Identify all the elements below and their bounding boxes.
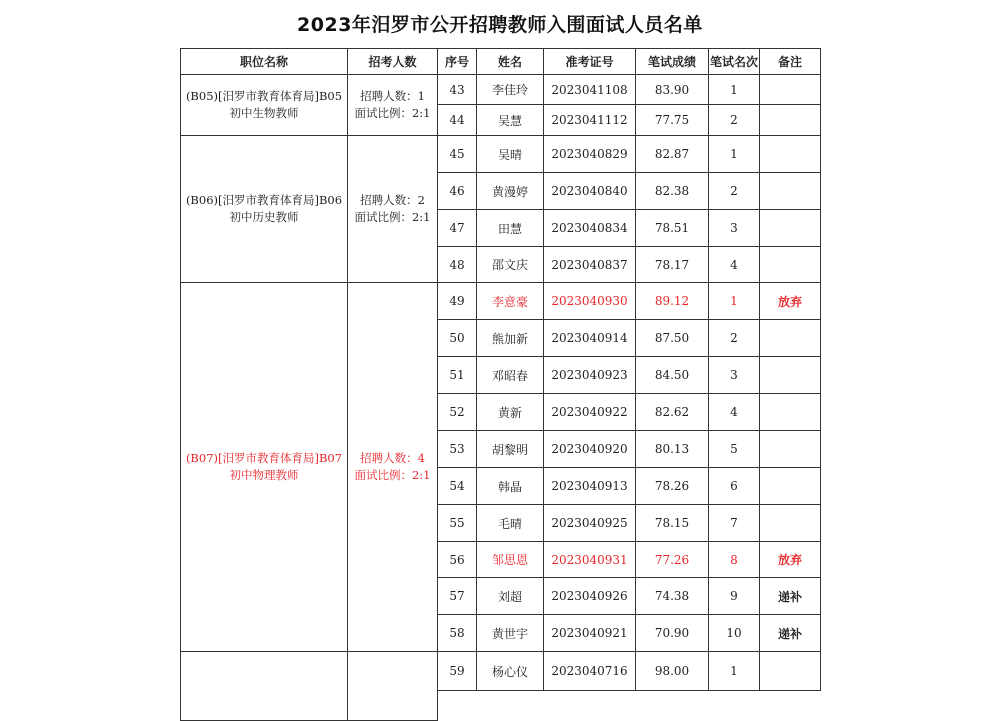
cell-remark: 递补 (759, 614, 821, 652)
cell-exam-no: 2023040914 (543, 319, 636, 357)
cell-name: 田慧 (476, 209, 544, 247)
cell-rank: 8 (708, 541, 760, 578)
quota-line1: 招聘人数：4 (360, 451, 425, 465)
header-no: 序号 (437, 48, 477, 75)
cell-rank: 4 (708, 393, 760, 431)
cell-remark: 放弃 (759, 541, 821, 578)
position-line1: (B07)[汨罗市教育体育局]B07 (185, 451, 343, 465)
cell-rank: 1 (708, 651, 760, 691)
cell-rank: 2 (708, 319, 760, 357)
cell-no: 49 (437, 282, 477, 320)
quota-line1: 招聘人数：1 (360, 89, 425, 103)
cell-rank: 2 (708, 172, 760, 210)
cell-name: 毛晴 (476, 504, 544, 542)
cell-rank: 10 (708, 614, 760, 652)
position-line2: 初中生物教师 (229, 106, 299, 120)
cell-score: 84.50 (635, 356, 709, 394)
position-line2: 初中物理教师 (229, 468, 299, 482)
cell-no: 50 (437, 319, 477, 357)
cell-name: 吴慧 (476, 104, 544, 136)
cell-no: 55 (437, 504, 477, 542)
cell-remark (759, 319, 821, 357)
cell-exam-no: 2023040920 (543, 430, 636, 468)
cell-exam-no: 2023041108 (543, 74, 636, 105)
quota-group-b07 (347, 282, 438, 652)
cell-exam-no: 2023040716 (543, 651, 636, 691)
position-line1: (B06)[汨罗市教育体育局]B06 (185, 193, 343, 207)
cell-score: 78.26 (635, 467, 709, 505)
cell-name: 邹思恩 (476, 541, 544, 578)
cell-score: 74.38 (635, 577, 709, 615)
cell-name: 李意豪 (476, 282, 544, 320)
cell-exam-no: 2023040925 (543, 504, 636, 542)
cell-score: 87.50 (635, 319, 709, 357)
position-line2: 初中历史教师 (229, 210, 299, 224)
cell-remark: 递补 (759, 577, 821, 615)
cell-no: 48 (437, 246, 477, 283)
cell-exam-no: 2023040922 (543, 393, 636, 431)
position-group-b07 (180, 282, 348, 652)
quota-line1: 招聘人数：2 (360, 193, 425, 207)
cell-rank: 6 (708, 467, 760, 505)
cell-no: 59 (437, 651, 477, 691)
cell-remark (759, 651, 821, 691)
cell-no: 46 (437, 172, 477, 210)
cell-no: 54 (437, 467, 477, 505)
cell-remark (759, 467, 821, 505)
cell-no: 45 (437, 135, 477, 173)
quota-line2: 面试比例：2:1 (354, 210, 431, 224)
position-line1: (B05)[汨罗市教育体育局]B05 (185, 89, 343, 103)
cell-exam-no: 2023040923 (543, 356, 636, 394)
cell-score: 82.38 (635, 172, 709, 210)
cell-no: 44 (437, 104, 477, 136)
cell-exam-no: 2023040837 (543, 246, 636, 283)
cell-no: 58 (437, 614, 477, 652)
cell-name: 韩晶 (476, 467, 544, 505)
cell-remark (759, 172, 821, 210)
cell-exam-no: 2023040829 (543, 135, 636, 173)
cell-score: 89.12 (635, 282, 709, 320)
cell-no: 51 (437, 356, 477, 394)
cell-remark (759, 135, 821, 173)
cell-name: 邵文庆 (476, 246, 544, 283)
cell-name: 吴晴 (476, 135, 544, 173)
cell-score: 77.75 (635, 104, 709, 136)
cell-rank: 3 (708, 356, 760, 394)
cell-name: 黄漫婷 (476, 172, 544, 210)
cell-score: 78.17 (635, 246, 709, 283)
page-title: 2023年汨罗市公开招聘教师入围面试人员名单 (297, 14, 703, 36)
cell-name: 李佳玲 (476, 74, 544, 105)
header-exam-no: 准考证号 (543, 48, 636, 75)
cell-name: 杨心仪 (476, 651, 544, 691)
position-group-b06 (180, 135, 348, 283)
cell-no: 43 (437, 74, 477, 105)
quota-group-b05 (347, 74, 438, 136)
cell-rank: 1 (708, 135, 760, 173)
cell-rank: 7 (708, 504, 760, 542)
cell-remark (759, 393, 821, 431)
header-rank: 笔试名次 (708, 48, 760, 75)
cell-remark (759, 430, 821, 468)
quota-group-next (347, 651, 438, 721)
cell-score: 83.90 (635, 74, 709, 105)
cell-remark (759, 74, 821, 105)
quota-line2: 面试比例：2:1 (354, 468, 431, 482)
cell-score: 70.90 (635, 614, 709, 652)
cell-no: 57 (437, 577, 477, 615)
cell-exam-no: 2023041112 (543, 104, 636, 136)
cell-name: 邓昭春 (476, 356, 544, 394)
header-quota: 招考人数 (347, 48, 438, 75)
cell-score: 82.62 (635, 393, 709, 431)
cell-rank: 2 (708, 104, 760, 136)
cell-exam-no: 2023040931 (543, 541, 636, 578)
cell-rank: 1 (708, 74, 760, 105)
position-group-next (180, 651, 348, 721)
cell-name: 刘超 (476, 577, 544, 615)
header-score: 笔试成绩 (635, 48, 709, 75)
cell-exam-no: 2023040840 (543, 172, 636, 210)
cell-no: 53 (437, 430, 477, 468)
cell-exam-no: 2023040930 (543, 282, 636, 320)
header-name: 姓名 (476, 48, 544, 75)
cell-remark (759, 356, 821, 394)
cell-remark (759, 246, 821, 283)
cell-score: 78.15 (635, 504, 709, 542)
cell-rank: 5 (708, 430, 760, 468)
cell-score: 78.51 (635, 209, 709, 247)
cell-name: 黄世宇 (476, 614, 544, 652)
cell-remark: 放弃 (759, 282, 821, 320)
cell-rank: 1 (708, 282, 760, 320)
cell-exam-no: 2023040926 (543, 577, 636, 615)
cell-score: 82.87 (635, 135, 709, 173)
cell-no: 47 (437, 209, 477, 247)
cell-no: 56 (437, 541, 477, 578)
cell-exam-no: 2023040834 (543, 209, 636, 247)
quota-group-b06 (347, 135, 438, 283)
cell-remark (759, 104, 821, 136)
cell-name: 熊加新 (476, 319, 544, 357)
cell-score: 77.26 (635, 541, 709, 578)
header-remark: 备注 (759, 48, 821, 75)
cell-rank: 3 (708, 209, 760, 247)
cell-exam-no: 2023040921 (543, 614, 636, 652)
cell-score: 80.13 (635, 430, 709, 468)
quota-line2: 面试比例：2:1 (354, 106, 431, 120)
cell-name: 胡黎明 (476, 430, 544, 468)
cell-exam-no: 2023040913 (543, 467, 636, 505)
cell-remark (759, 504, 821, 542)
cell-no: 52 (437, 393, 477, 431)
header-position: 职位名称 (180, 48, 348, 75)
position-group-b05 (180, 74, 348, 136)
cell-score: 98.00 (635, 651, 709, 691)
cell-remark (759, 209, 821, 247)
cell-rank: 4 (708, 246, 760, 283)
cell-rank: 9 (708, 577, 760, 615)
cell-name: 黄新 (476, 393, 544, 431)
